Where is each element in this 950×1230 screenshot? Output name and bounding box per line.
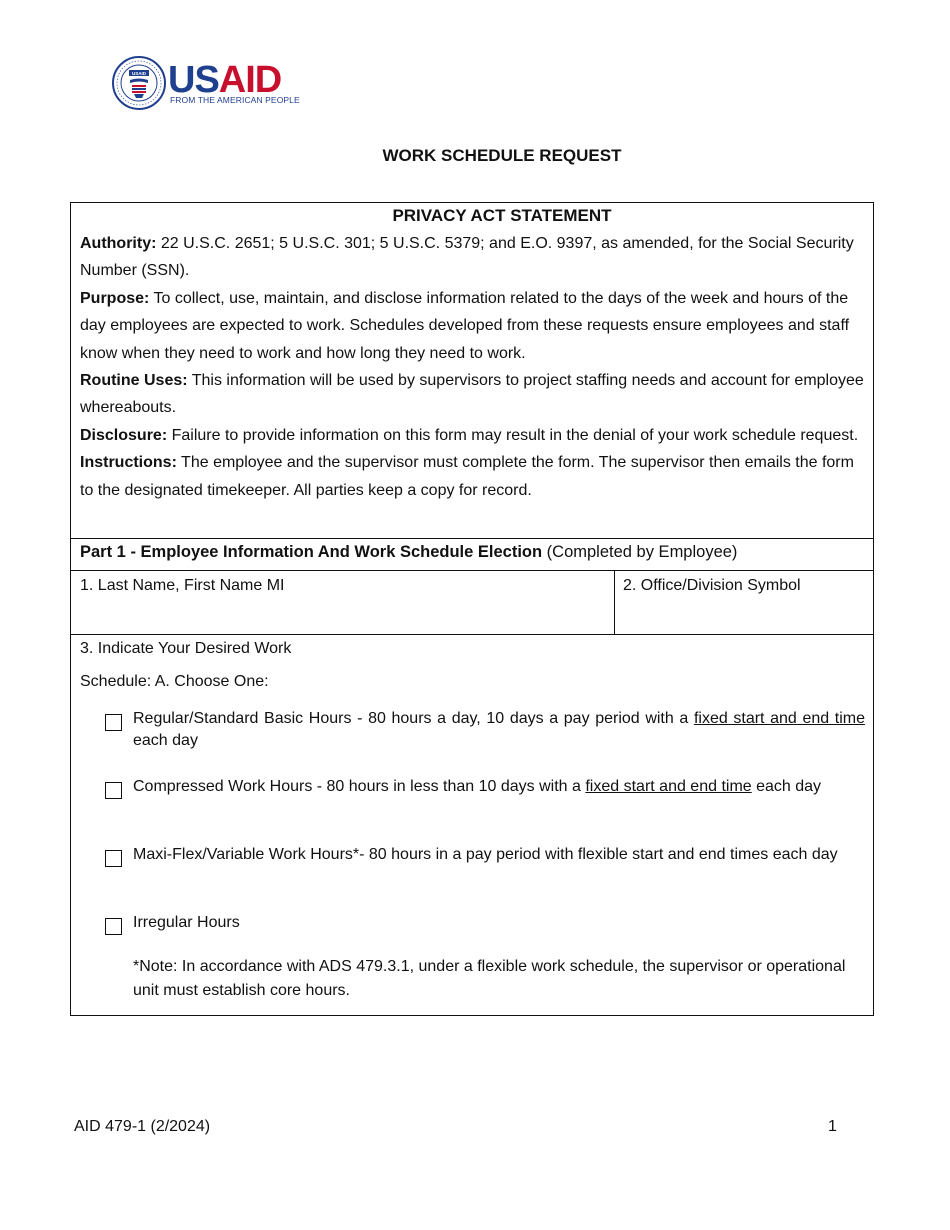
option-compressed-hours[interactable] bbox=[105, 776, 865, 822]
instructions-paragraph: Instructions: The employee and the supervisor must complete the form. The supervisor then emails the form to the designated timekeeper. All parties keep a copy for record. bbox=[80, 454, 854, 499]
option-irregular-hours[interactable] bbox=[105, 912, 865, 938]
maxiflex-hours-checkbox[interactable] bbox=[105, 850, 122, 867]
q3-line2: Schedule: A. Choose One: bbox=[80, 673, 269, 690]
compressed-hours-checkbox[interactable] bbox=[105, 782, 122, 799]
option-maxiflex-hours[interactable] bbox=[105, 844, 865, 890]
privacy-heading: PRIVACY ACT STATEMENT bbox=[392, 206, 612, 225]
regular-hours-text: Regular/Standard Basic Hours - 80 hours a day, 10 days a pay period with a fixed start and end time each day bbox=[133, 710, 865, 749]
part1-heading: Part 1 - Employee Information And Work Schedule Election (Completed by Employee) bbox=[80, 543, 738, 561]
office-division-field[interactable] bbox=[623, 577, 801, 595]
irregular-hours-checkbox[interactable] bbox=[105, 918, 122, 935]
irregular-hours-text: Irregular Hours bbox=[133, 914, 240, 931]
authority-paragraph: Authority: 22 U.S.C. 2651; 5 U.S.C. 301; 5 U.S.C. 5379; and E.O. 9397, as amended, for the Social Security Number (SSN). bbox=[80, 235, 854, 280]
logo-tagline: FROM THE AMERICAN PEOPLE bbox=[170, 95, 300, 105]
form-title: WORK SCHEDULE REQUEST bbox=[382, 146, 622, 165]
disclosure-paragraph: Disclosure: Failure to provide information on this form may result in the denial of your work schedule request. bbox=[80, 426, 859, 444]
svg-text:USAID: USAID bbox=[131, 71, 147, 76]
regular-hours-checkbox[interactable] bbox=[105, 714, 122, 731]
last-name-label: 1. Last Name, First Name MI bbox=[80, 577, 285, 594]
page-number: 1 bbox=[828, 1118, 837, 1135]
usaid-seal-icon bbox=[112, 56, 166, 110]
core-hours-note: *Note: In accordance with ADS 479.3.1, under a flexible work schedule, the supervisor or operational unit must establish core hours. bbox=[133, 958, 846, 999]
compressed-hours-text: Compressed Work Hours - 80 hours in less than 10 days with a fixed start and end time each day bbox=[133, 778, 822, 795]
form-box bbox=[70, 202, 874, 1016]
q3-line1: 3. Indicate Your Desired Work bbox=[80, 640, 292, 657]
divider bbox=[614, 570, 615, 634]
option-regular-hours[interactable] bbox=[105, 708, 865, 754]
routine-uses-paragraph: Routine Uses: This information will be used by supervisors to project staffing needs and account for employee whereabouts. bbox=[80, 372, 864, 417]
divider bbox=[71, 570, 873, 571]
usaid-logo bbox=[112, 56, 300, 112]
purpose-paragraph: Purpose: To collect, use, maintain, and disclose information related to the days of the week and hours of the day employees are expected to work. Schedules developed from these requests ensure employees and staff know when they need to work and how long they need to work. bbox=[80, 289, 850, 362]
last-name-field[interactable] bbox=[80, 577, 285, 595]
divider bbox=[71, 538, 873, 539]
logo-wordmark: USAID bbox=[168, 59, 282, 101]
privacy-act-section bbox=[71, 203, 873, 539]
form-number: AID 479-1 (2/2024) bbox=[74, 1118, 211, 1135]
office-division-label: 2. Office/Division Symbol bbox=[623, 577, 801, 594]
divider bbox=[71, 634, 873, 635]
maxiflex-hours-text: Maxi-Flex/Variable Work Hours*- 80 hours in a pay period with flexible start and end times each day bbox=[133, 846, 838, 863]
privacy-body bbox=[80, 230, 866, 504]
